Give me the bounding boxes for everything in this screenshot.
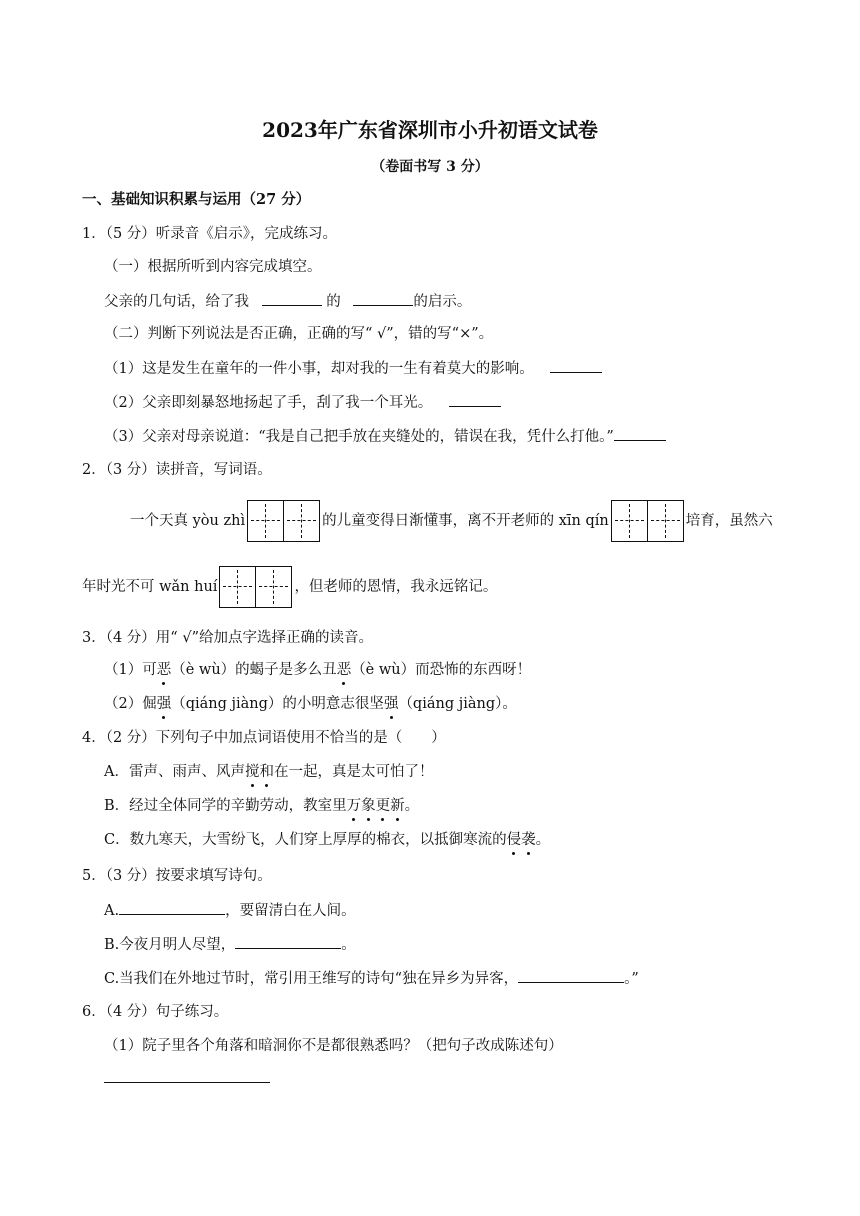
q2-text-2b: ，但老师的恩情，我永远铭记。 [294, 579, 498, 595]
dotted-char: 和 [259, 764, 274, 780]
q2-text-2a: 年时光不可 wǎn huí [82, 579, 218, 595]
q5-item-c [104, 968, 639, 989]
q5-blank-b[interactable] [235, 934, 341, 949]
dotted-char: 恶 [156, 662, 172, 678]
q1-item2-text: （2）父亲即刻暴怒地扬起了手，刮了我一个耳光。 [104, 395, 433, 411]
q2-line2 [82, 566, 497, 608]
q1-fill-text-a: 父亲的几句话，给了我 [104, 294, 249, 310]
dotted-char: 袭 [521, 832, 536, 848]
q1-blank-2[interactable] [353, 291, 413, 306]
option-text: C．数九寒天，大雪纷飞，人们穿上厚厚的棉衣，以抵御寒流的 [104, 832, 507, 848]
q5-text: ，要留清白在人间。 [225, 903, 356, 919]
q2-text-1a: 一个天真 yòu zhì [130, 513, 246, 529]
dotted-char: 更 [375, 798, 391, 814]
q6-answer-blank[interactable] [104, 1068, 270, 1083]
q1-item1-line [104, 358, 602, 379]
q1-item3-line [104, 426, 666, 447]
dotted-char: 恶 [336, 662, 352, 678]
q2-text-1b: 的儿童变得日渐懂事，离不开老师的 xīn qín [322, 513, 609, 529]
option-text: 在一起，真是太可怕了！ [273, 764, 434, 780]
option-text: 。 [404, 798, 420, 814]
dotted-char: 象 [361, 798, 376, 814]
q1-stem: 1．（5 分）听录音《启示》，完成练习。 [82, 226, 338, 242]
q4-option-a[interactable] [104, 762, 433, 782]
q5-item-b [104, 934, 356, 955]
q5-blank-c[interactable] [518, 968, 624, 983]
q1-item1-text: （1）这是发生在童年的一件小事，却对我的一生有着莫大的影响。 [104, 361, 534, 377]
q5-text: 。 [341, 937, 356, 953]
option-text: B．经过全体同学的辛勤劳动，教室里 [104, 798, 347, 814]
q1-item2-blank[interactable] [449, 392, 501, 407]
q5-item-a [104, 900, 356, 921]
q2-writing-grid-2[interactable] [611, 500, 684, 542]
q5-text: 。” [624, 971, 639, 987]
page-title: 2023年广东省深圳市小升初语文试卷 [262, 118, 598, 142]
page-subtitle: （卷面书写 3 分） [371, 159, 489, 175]
q1-fill-text-b: 的 [326, 294, 341, 310]
q3-item1 [104, 660, 531, 680]
dotted-char: 强 [383, 696, 399, 712]
q6-stem: 6．（4 分）句子练习。 [82, 1004, 229, 1020]
q1-part2: （二）判断下列说法是否正确，正确的写“ √”，错的写“×”。 [104, 326, 494, 342]
q1-fill-text-c: 的启示。 [413, 294, 472, 310]
q3-item1-text: （è wù）而恐怖的东西呀！ [351, 662, 532, 678]
q4-option-c[interactable] [104, 830, 550, 850]
section-heading: 一、基础知识积累与运用（27 分） [82, 191, 311, 208]
q6-item1: （1）院子里各个角落和暗洞你不是都很熟悉吗？（把句子改成陈述句） [104, 1038, 563, 1054]
q2-text-1c: 培育，虽然六 [685, 513, 773, 529]
q1-item3-text: （3）父亲对母亲说道：“我是自己把手放在夹缝处的，错误在我，凭什么打他。” [104, 429, 614, 445]
q3-item2 [104, 694, 517, 714]
option-text: A．雷声、雨声、风声 [104, 764, 245, 780]
dotted-char: 新 [390, 798, 405, 814]
q2-line1 [130, 500, 773, 542]
q5-blank-a[interactable] [119, 900, 225, 915]
q1-fill-line [104, 291, 471, 312]
q5-text: A. [104, 903, 120, 919]
q1-part1: （一）根据所听到内容完成填空。 [104, 259, 322, 275]
dotted-char: 侵 [506, 832, 522, 848]
q2-writing-grid-1[interactable] [247, 500, 320, 542]
q3-item1-text: （è wù）的蝎子是多么丑 [171, 662, 337, 678]
dotted-char: 强 [156, 696, 172, 712]
q3-item2-text: （qiáng jiàng）的小明意志很坚 [171, 696, 384, 712]
q1-item1-blank[interactable] [550, 358, 602, 373]
q1-item3-blank[interactable] [614, 426, 666, 441]
q5-text: C.当我们在外地过节时，常引用王维写的诗句“独在异乡为异客， [104, 971, 519, 987]
q2-writing-grid-3[interactable] [219, 566, 292, 608]
dotted-char: 万 [346, 798, 362, 814]
q4-stem: 4．（2 分）下列句子中加点词语使用不恰当的是（ ） [82, 730, 446, 746]
q3-item2-text: （2）倔 [104, 696, 157, 712]
q4-option-b[interactable] [104, 796, 419, 816]
q5-stem: 5．（3 分）按要求填写诗句。 [82, 868, 272, 884]
q5-text: B.今夜月明人尽望， [104, 937, 236, 953]
q6-answer-line [104, 1068, 270, 1089]
dotted-char: 搅 [244, 764, 260, 780]
q3-item1-text: （1）可 [104, 662, 157, 678]
q1-item2-line [104, 392, 501, 413]
q2-stem: 2．（3 分）读拼音，写词语。 [82, 462, 272, 478]
q3-stem: 3．（4 分）用“ √”给加点字选择正确的读音。 [82, 630, 373, 646]
option-text: 。 [535, 832, 551, 848]
q1-blank-1[interactable] [262, 291, 322, 306]
q3-item2-text: （qiáng jiàng）。 [398, 696, 517, 712]
